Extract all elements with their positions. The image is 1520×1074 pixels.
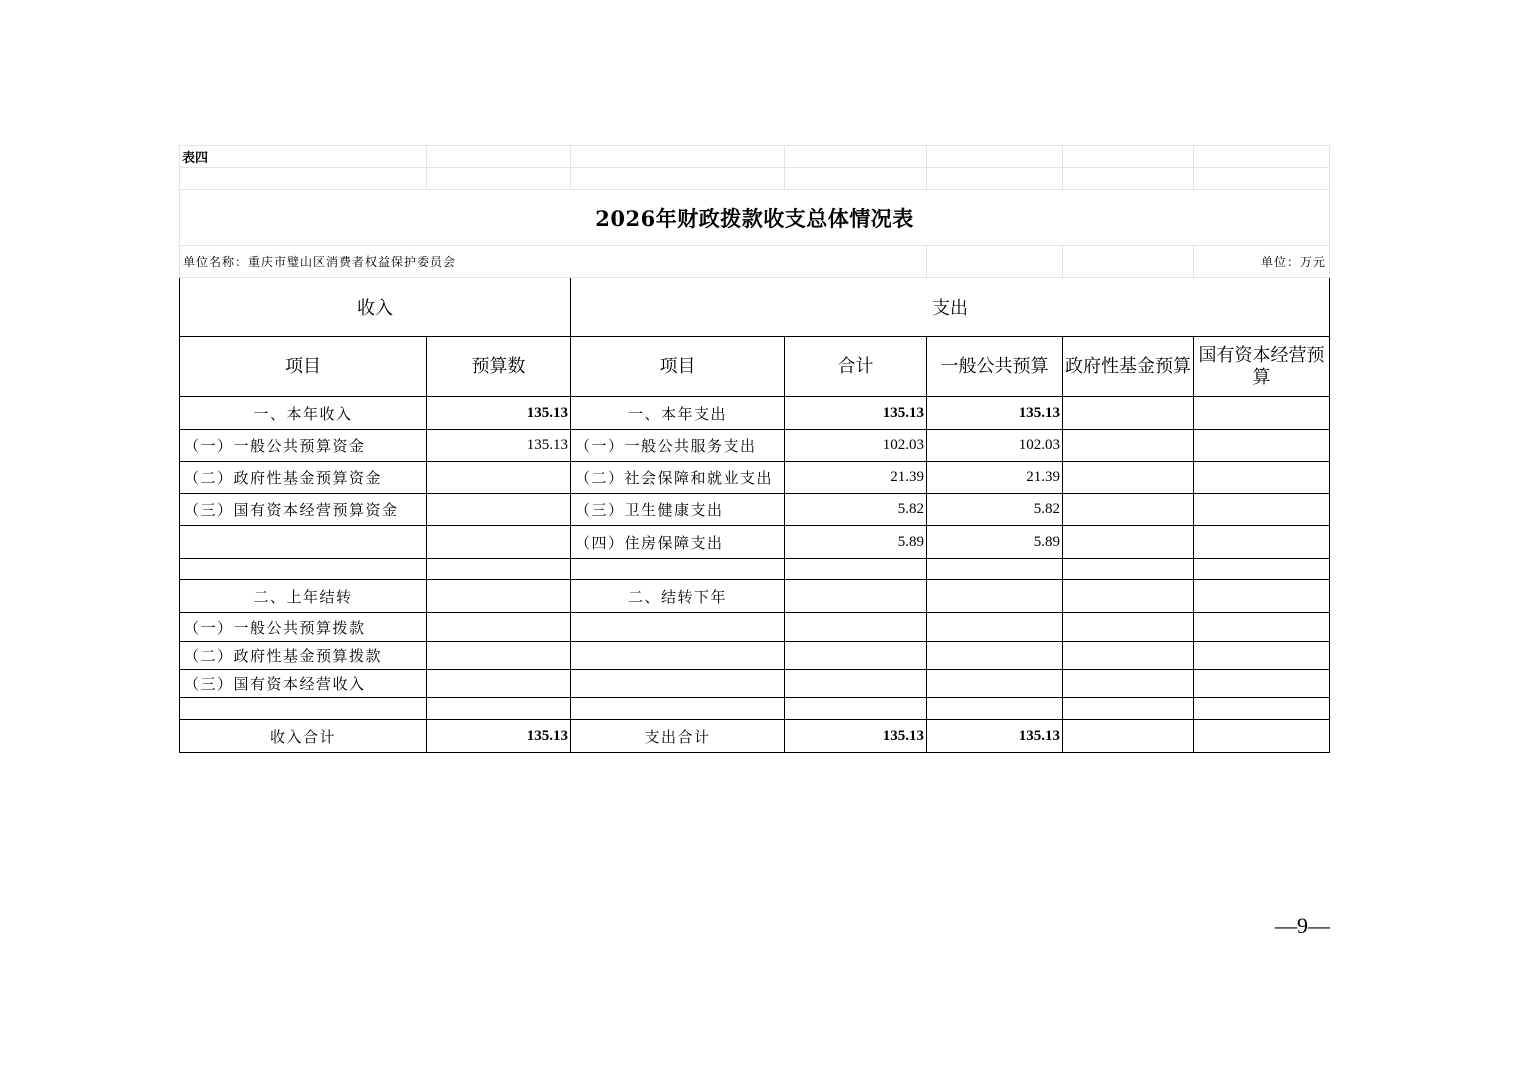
expense-total [785, 642, 927, 670]
expense-general: 5.82 [927, 494, 1063, 526]
expense-item: （二）社会保障和就业支出 [571, 462, 785, 494]
expense-item [571, 698, 785, 720]
expense-general [927, 580, 1063, 613]
table-row [180, 642, 1330, 670]
expense-total: 21.39 [785, 462, 927, 494]
expense-total [785, 580, 927, 613]
table-row [180, 580, 1330, 613]
expense-general: 5.89 [927, 526, 1063, 559]
expense-state-capital [1194, 397, 1330, 430]
table-row [180, 430, 1330, 462]
unit-label: 单位：万元 [1194, 246, 1330, 278]
expense-item-header: 项目 [571, 337, 785, 397]
income-item: （三）国有资本经营预算资金 [180, 494, 427, 526]
expense-total: 102.03 [785, 430, 927, 462]
expense-state-capital-header: 国有资本经营预算 [1194, 337, 1330, 397]
expense-gov-fund [1063, 613, 1194, 642]
unit-name: 单位名称：重庆市璧山区消费者权益保护委员会 [180, 246, 927, 278]
table-row [180, 462, 1330, 494]
income-item: （二）政府性基金预算拨款 [180, 642, 427, 670]
expense-item: （四）住房保障支出 [571, 526, 785, 559]
table-row [180, 698, 1330, 720]
expense-state-capital [1194, 430, 1330, 462]
table-label: 表四 [180, 146, 427, 168]
income-total-label: 收入合计 [180, 720, 427, 753]
income-value [427, 698, 571, 720]
expense-item [571, 613, 785, 642]
expense-gov-fund [1063, 698, 1194, 720]
income-item: （二）政府性基金预算资金 [180, 462, 427, 494]
income-value [427, 613, 571, 642]
income-item-header: 项目 [180, 337, 427, 397]
budget-sheet [179, 145, 1329, 753]
income-item [180, 559, 427, 580]
expense-gov-fund [1063, 397, 1194, 430]
expense-general-total: 135.13 [927, 720, 1063, 753]
expense-item: 二、结转下年 [571, 580, 785, 613]
page-title: 2026年财政拨款收支总体情况表 [180, 190, 1330, 246]
expense-general [927, 613, 1063, 642]
income-item [180, 526, 427, 559]
expense-item: 一、本年支出 [571, 397, 785, 430]
expense-gov-fund-header: 政府性基金预算 [1063, 337, 1194, 397]
budget-table [179, 145, 1330, 753]
expense-state-capital [1194, 462, 1330, 494]
expense-total [785, 559, 927, 580]
income-item: （一）一般公共预算资金 [180, 430, 427, 462]
expense-header: 支出 [571, 278, 1330, 337]
table-row [180, 397, 1330, 430]
income-budget-header: 预算数 [427, 337, 571, 397]
income-value [427, 559, 571, 580]
expense-general: 135.13 [927, 397, 1063, 430]
expense-gov-fund [1063, 670, 1194, 698]
expense-total [785, 613, 927, 642]
expense-general [927, 698, 1063, 720]
income-value: 135.13 [427, 430, 571, 462]
income-item: （三）国有资本经营收入 [180, 670, 427, 698]
table-row [180, 670, 1330, 698]
expense-total: 5.89 [785, 526, 927, 559]
expense-total-label: 支出合计 [571, 720, 785, 753]
income-value [427, 580, 571, 613]
expense-gov-fund [1063, 580, 1194, 613]
page-number: —9— [1275, 913, 1330, 938]
expense-general: 102.03 [927, 430, 1063, 462]
income-item: 二、上年结转 [180, 580, 427, 613]
expense-general [927, 670, 1063, 698]
income-value [427, 494, 571, 526]
income-value: 135.13 [427, 397, 571, 430]
expense-gov-fund [1063, 559, 1194, 580]
expense-item [571, 642, 785, 670]
expense-general [927, 642, 1063, 670]
expense-gov-fund-total [1063, 720, 1194, 753]
expense-total [785, 670, 927, 698]
income-value [427, 642, 571, 670]
income-item [180, 698, 427, 720]
expense-total [785, 698, 927, 720]
expense-gov-fund [1063, 462, 1194, 494]
income-item: 一、本年收入 [180, 397, 427, 430]
expense-item: （一）一般公共服务支出 [571, 430, 785, 462]
income-total-value: 135.13 [427, 720, 571, 753]
table-row [180, 613, 1330, 642]
expense-total: 135.13 [785, 397, 927, 430]
expense-item: （三）卫生健康支出 [571, 494, 785, 526]
income-item: （一）一般公共预算拨款 [180, 613, 427, 642]
table-row [180, 559, 1330, 580]
expense-item [571, 559, 785, 580]
expense-general [927, 559, 1063, 580]
table-row [180, 526, 1330, 559]
expense-gov-fund [1063, 642, 1194, 670]
expense-general-header: 一般公共预算 [927, 337, 1063, 397]
expense-total: 5.82 [785, 494, 927, 526]
expense-gov-fund [1063, 494, 1194, 526]
expense-state-capital [1194, 494, 1330, 526]
income-value [427, 462, 571, 494]
totals-row [180, 720, 1330, 753]
expense-item [571, 670, 785, 698]
expense-gov-fund [1063, 430, 1194, 462]
expense-state-capital [1194, 613, 1330, 642]
expense-state-capital [1194, 642, 1330, 670]
expense-state-capital [1194, 559, 1330, 580]
table-row [180, 494, 1330, 526]
expense-state-capital [1194, 580, 1330, 613]
income-value [427, 526, 571, 559]
expense-state-capital [1194, 526, 1330, 559]
income-value [427, 670, 571, 698]
expense-total-header: 合计 [785, 337, 927, 397]
income-header: 收入 [180, 278, 571, 337]
expense-gov-fund [1063, 526, 1194, 559]
expense-state-capital [1194, 698, 1330, 720]
expense-state-capital-total [1194, 720, 1330, 753]
expense-general: 21.39 [927, 462, 1063, 494]
expense-total-value: 135.13 [785, 720, 927, 753]
expense-state-capital [1194, 670, 1330, 698]
